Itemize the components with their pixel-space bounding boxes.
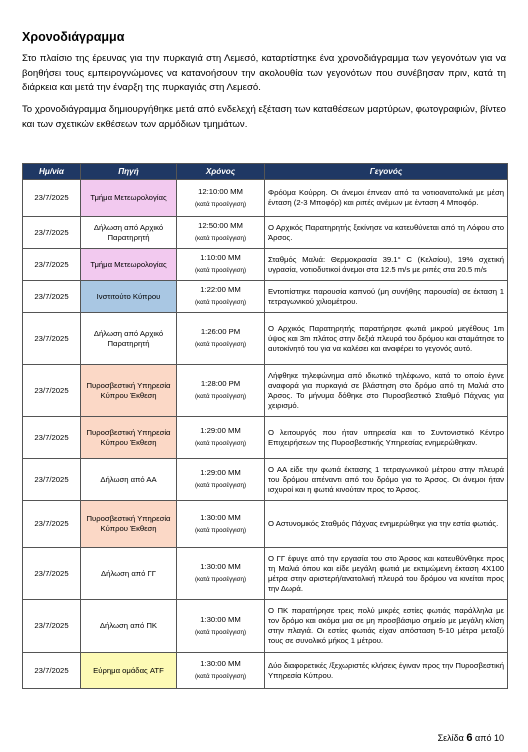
row-event: Δύο διαφορετικές /ξεχωριστές κλήσεις έγιναν προς την Πυροσβεστική Υπηρεσία Κύπρου. (265, 653, 508, 689)
row-time (177, 217, 265, 249)
table-row (23, 313, 508, 365)
row-date: 23/7/2025 (23, 281, 81, 313)
row-time-note: (κατά προσέγγιση) (195, 673, 246, 680)
row-time-note: (κατά προσέγγιση) (195, 267, 246, 274)
row-time-note: (κατά προσέγγιση) (195, 200, 246, 208)
row-event: Ο Αστυνομικός Σταθμός Πάχνας ενημερώθηκε για την εστία φωτιάς. (265, 501, 508, 548)
intro-paragraph: Στο πλαίσιο της έρευνας για την πυρκαγιά στη Λεμεσό, καταρτίστηκε ένα χρονοδιάγραμμα των γεγονότων για να βοηθήσει τους εμπειρογνώμονες να κατανοήσουν την ακολουθία των γεγονότων που συνέβησαν πριν, κατά τη διάρκεια και μετά την έναρξη της πυρκαγιάς στη Λεμεσό. (22, 53, 506, 93)
method-paragraph: Το χρονοδιάγραμμα δημιουργήθηκε μετά από ενδελεχή εξέταση των καταθέσεων μαρτύρων, φωτογραφιών, βίντεο και των σχετικών εκθέσεων των αρμόδιων τμημάτων. (22, 104, 506, 130)
row-event: Εντοπίστηκε παρουσία καπνού (μη συνήθης παρουσία) σε έκταση 1 τετραγωνικού χιλιομέτρου. (265, 281, 508, 313)
header-time: Χρόνος (177, 164, 265, 180)
row-time (177, 281, 265, 313)
timeline-body (23, 180, 508, 689)
table-row (23, 600, 508, 653)
row-time-value: 1:30:00 ΜΜ (200, 562, 241, 571)
table-row (23, 417, 508, 459)
row-time-note: (κατά προσέγγιση) (195, 628, 246, 636)
row-date: 23/7/2025 (23, 548, 81, 600)
header-source: Πηγή (81, 164, 177, 180)
row-source: Τμήμα Μετεωρολογίας (81, 249, 177, 281)
row-source: Δήλωση από ΓΓ (81, 548, 177, 600)
row-time-value: 1:30:00 ΜΜ (200, 614, 241, 624)
row-source: Πυροσβεστική Υπηρεσία Κύπρου Έκθεση (81, 365, 177, 417)
row-date: 23/7/2025 (23, 459, 81, 501)
row-event: Ο ΑΑ είδε την φωτιά έκτασης 1 τετραγωνικού μέτρου στην πλευρά του δρόμου απέναντι από του δρόμο για το Άρσος. Οι άνεμοι ήταν ισχυροί και η φωτιά κινούταν προς το Άρσος. (265, 459, 508, 501)
row-date: 23/7/2025 (23, 501, 81, 548)
row-event: Ο λειτουργός που ήταν υπηρεσία και το Συντονιστικό Κέντρο Επιχειρήσεων της Πυροσβεστικής Υπηρεσίας ενημερώθηκαν. (265, 417, 508, 459)
row-source: Δήλωση από Αρχικό Παρατηρητή (81, 313, 177, 365)
page-footer (438, 732, 504, 744)
footer-prefix: Σελίδα (437, 733, 464, 743)
row-time-note: (κατά προσέγγιση) (195, 393, 246, 400)
table-row (23, 217, 508, 249)
table-row (23, 548, 508, 600)
table-row (23, 459, 508, 501)
row-time-value: 1:30:00 ΜΜ (200, 659, 241, 668)
row-time-value: 1:22:00 ΜΜ (200, 285, 241, 294)
row-time (177, 365, 265, 417)
table-row (23, 501, 508, 548)
row-time (177, 600, 265, 653)
row-event: Λήφθηκε τηλεφώνημα από ιδιωτικό τηλέφωνο, κατά το οποίο έγινε αναφορά για πυρκαγιά σε βλάστηση στο δρόμο από τη Μαλιά στο Άρσος. Το μήνυμα δόθηκε στο Πυροσβεστικό Σταθμό Πάχνας για χειρισμό. (265, 365, 508, 417)
row-time-note: (κατά προσέγγιση) (195, 440, 246, 447)
row-time (177, 417, 265, 459)
row-time (177, 548, 265, 600)
row-time-note: (κατά προσέγγιση) (195, 526, 246, 534)
table-row (23, 180, 508, 217)
row-time-value: 1:29:00 ΜΜ (200, 468, 241, 477)
table-header-row (23, 164, 508, 180)
section-title: Χρονοδιάγραμμα (22, 30, 125, 44)
footer-middle: από (475, 733, 492, 743)
row-time-value: 1:28:00 ΡΜ (200, 379, 241, 388)
row-event: Φρόϋμα Κούρρη. Οι άνεμοι έπνεαν από τα νοτιοανατολικά με μέση ένταση (2-3 Μποφόρ) και ριπές ανέμων με ένταση 4 Μποφόρ. (265, 180, 508, 217)
table-row (23, 653, 508, 689)
row-source: Πυροσβεστική Υπηρεσία Κύπρου Έκθεση (81, 501, 177, 548)
table-row (23, 365, 508, 417)
row-date: 23/7/2025 (23, 249, 81, 281)
row-date: 23/7/2025 (23, 600, 81, 653)
footer-total-pages: 10 (493, 733, 504, 743)
row-time-note: (κατά προσέγγιση) (195, 576, 246, 583)
row-time (177, 249, 265, 281)
row-date: 23/7/2025 (23, 217, 81, 249)
header-date: Ημ/νία (23, 164, 81, 180)
row-event: Ο ΓΓ έφυγε από την εργασία του στο Άρσος και κατευθύνθηκε προς τη Μαλιά όπου και είδε μεγάλη φωτιά με εκτιμώμενη έκταση 4Χ100 μέτρα στην αριστερή/ανατολική πλευρά του δρόμου να κινείται προς την Δωρά. (265, 548, 508, 600)
row-source: Πυροσβεστική Υπηρεσία Κύπρου Έκθεση (81, 417, 177, 459)
row-date: 23/7/2025 (23, 365, 81, 417)
row-time-value: 12:50:00 ΜΜ (198, 221, 243, 230)
row-time-note: (κατά προσέγγιση) (195, 235, 246, 242)
row-source: Δήλωση από Αρχικό Παρατηρητή (81, 217, 177, 249)
row-time-value: 1:29:00 ΜΜ (200, 426, 241, 435)
row-time (177, 501, 265, 548)
row-time-value: 12:10:00 ΜΜ (198, 186, 243, 196)
row-time (177, 180, 265, 217)
row-source: Ινστιτούτο Κύπρου (81, 281, 177, 313)
row-time-note: (κατά προσέγγιση) (195, 482, 246, 489)
row-event: Ο Αρχικός Παρατηρητής παρατήρησε φωτιά μικρού μεγέθους 1m ύψος και 3m πλάτος στην δεξιά πλευρά του δρόμου και σταμάτησε το αυτοκίνητό του για να καλέσει και αναφέρει το γεγονός αυτό. (265, 313, 508, 365)
row-time (177, 313, 265, 365)
table-row (23, 249, 508, 281)
row-date: 23/7/2025 (23, 653, 81, 689)
row-date: 23/7/2025 (23, 417, 81, 459)
table-row (23, 281, 508, 313)
row-time (177, 459, 265, 501)
row-source: Δήλωση από ΑΑ (81, 459, 177, 501)
row-time (177, 653, 265, 689)
row-event: Σταθμός Μαλιά: Θερμοκρασία 39.1° C (Κελσίου), 19% σχετική υγρασία, νοτιοδυτικοί άνεμοι στα 12.5 m/s με ριπές στα 20.5 m/s (265, 249, 508, 281)
row-time-note: (κατά προσέγγιση) (195, 299, 246, 306)
row-time-note: (κατά προσέγγιση) (195, 341, 246, 348)
footer-page-number: 6 (466, 732, 473, 744)
row-time-value: 1:10:00 ΜΜ (200, 253, 241, 262)
row-event: Ο Αρχικός Παρατηρητής ξεκίνησε να κατευθύνεται από τη Λόφου στο Άρσος. (265, 217, 508, 249)
row-event: Ο ΠΚ παρατήρησε τρεις πολύ μικρές εστίες φωτιάς παράλληλα με τον δρόμο και ακόμα μια σε μη προσβάσιμο σημείο με μεγάλη κλίση στην πλαγιά. Οι εστίες φωτιάς είχαν απόσταση 5-10 μέτρα μεταξύ τους σε συνολικό μήκος 1 μέτρου. (265, 600, 508, 653)
row-source: Εύρημα ομάδας ATF (81, 653, 177, 689)
row-time-value: 1:30:00 ΜΜ (200, 512, 241, 522)
row-date: 23/7/2025 (23, 180, 81, 217)
row-source: Τμήμα Μετεωρολογίας (81, 180, 177, 217)
timeline-table (22, 163, 508, 689)
row-source: Δήλωση από ΠΚ (81, 600, 177, 653)
row-date: 23/7/2025 (23, 313, 81, 365)
header-event: Γεγονός (265, 164, 508, 180)
row-time-value: 1:26:00 ΡΜ (200, 327, 241, 336)
